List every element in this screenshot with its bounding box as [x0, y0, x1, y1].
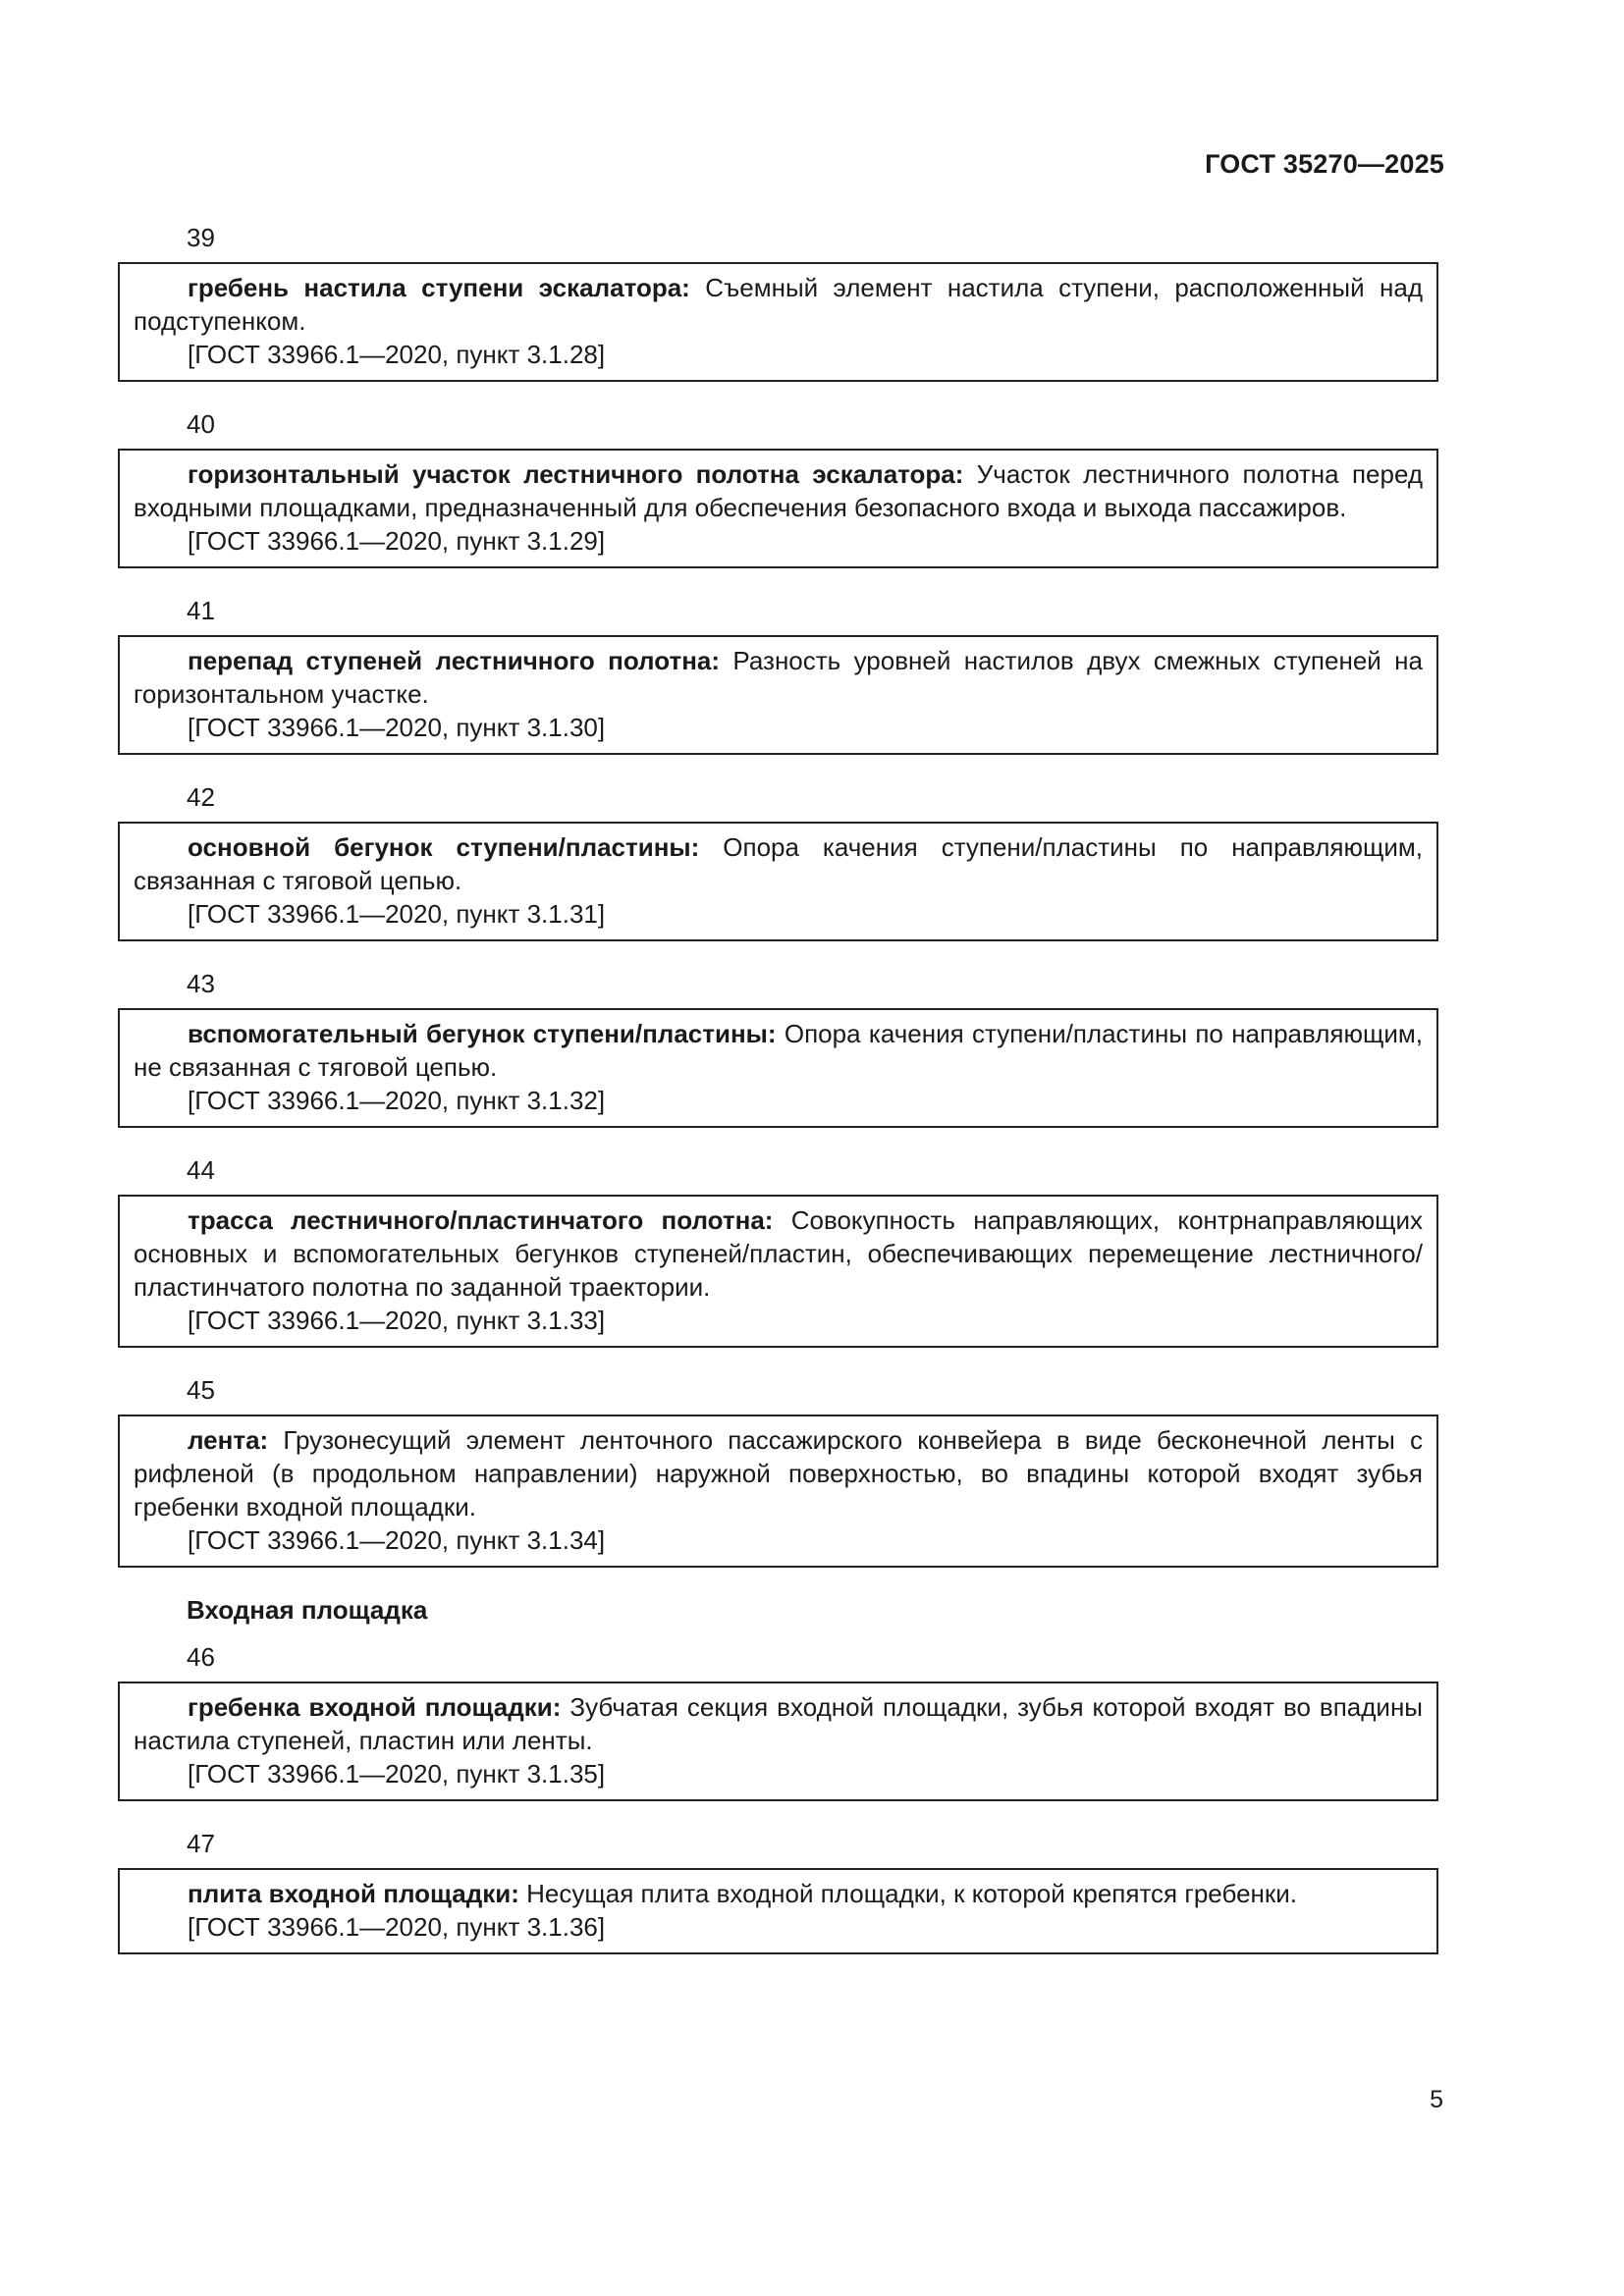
- term-name: трасса лестничного/пластинчатого полотна:: [188, 1205, 774, 1235]
- term-entry: [118, 1373, 1438, 1568]
- term-definition: Съемный элемент настила ступени, расположенный над подступенком.: [134, 273, 1423, 336]
- term-name: основной бегунок ступени/пластины:: [188, 832, 700, 862]
- term-reference: [ГОСТ 33966.1—2020, пункт 3.1.35]: [188, 1759, 606, 1789]
- term-box: [118, 1682, 1438, 1801]
- term-text: [134, 1423, 1423, 1523]
- term-entry: [118, 221, 1438, 382]
- term-reference: [ГОСТ 33966.1—2020, пункт 3.1.30]: [188, 713, 606, 742]
- term-name: гребень настила ступени эскалатора:: [188, 273, 690, 302]
- term-name: гребенка входной площадки:: [188, 1692, 562, 1722]
- term-box: [118, 1008, 1438, 1128]
- term-box: [118, 262, 1438, 382]
- term-text: [134, 1690, 1423, 1757]
- term-name: горизонтальный участок лестничного полотна эскалатора:: [188, 459, 964, 489]
- term-entries-group-b: [118, 1640, 1438, 1954]
- term-definition: Зубчатая секция входной площадки, зубья которой входят во впадины настила ступеней, пластин или ленты.: [134, 1692, 1423, 1755]
- term-number: 43: [187, 969, 215, 998]
- term-reference: [ГОСТ 33966.1—2020, пункт 3.1.29]: [188, 526, 606, 556]
- term-entry: [118, 967, 1438, 1128]
- term-entry: [118, 1153, 1438, 1348]
- term-entry: [118, 594, 1438, 755]
- term-text: [134, 644, 1423, 711]
- term-reference: [ГОСТ 33966.1—2020, пункт 3.1.36]: [188, 1912, 606, 1942]
- document-header: ГОСТ 35270—2025: [1205, 149, 1444, 179]
- term-text: [134, 1017, 1423, 1084]
- term-reference: [ГОСТ 33966.1—2020, пункт 3.1.33]: [188, 1306, 606, 1335]
- term-definition: Опора качения ступени/пластины по направляющим, связанная с тяговой цепью.: [134, 832, 1423, 895]
- term-text: [134, 457, 1423, 524]
- term-box: [118, 822, 1438, 941]
- term-number: 46: [187, 1642, 215, 1672]
- term-text: [134, 271, 1423, 338]
- term-definition: Участок лестничного полотна перед входными площадками, предназначенный для обеспечения безопасного входа и выхода пассажиров.: [134, 459, 1423, 522]
- term-entry: [118, 1827, 1438, 1954]
- term-text: [134, 1203, 1423, 1304]
- term-entry: [118, 1640, 1438, 1801]
- term-number: 44: [187, 1155, 215, 1185]
- term-entries-group-a: [118, 221, 1438, 1568]
- term-box: [118, 1868, 1438, 1954]
- term-number: 40: [187, 409, 215, 439]
- section-title: Входная площадка: [187, 1595, 428, 1625]
- term-reference: [ГОСТ 33966.1—2020, пункт 3.1.28]: [188, 340, 606, 369]
- term-reference: [ГОСТ 33966.1—2020, пункт 3.1.34]: [188, 1525, 606, 1555]
- term-box: [118, 1415, 1438, 1568]
- term-number: 45: [187, 1375, 215, 1405]
- term-entry: [118, 407, 1438, 568]
- term-reference: [ГОСТ 33966.1—2020, пункт 3.1.32]: [188, 1086, 606, 1115]
- term-entry: [118, 780, 1438, 941]
- term-number: 41: [187, 596, 215, 625]
- term-name: перепад ступеней лестничного полотна:: [188, 646, 721, 675]
- term-definition: Несущая плита входной площадки, к которой крепятся гребенки.: [518, 1879, 1298, 1908]
- term-text: [134, 830, 1423, 897]
- term-number: 42: [187, 782, 215, 812]
- term-definition: Грузонесущий элемент ленточного пассажирского конвейера в виде бесконечной ленты с рифленой (в продольном направлении) наружной поверхностью, во впадины которой входят зубья гребенки входной площадки.: [134, 1425, 1423, 1522]
- term-reference: [ГОСТ 33966.1—2020, пункт 3.1.31]: [188, 899, 606, 929]
- term-definition: Разность уровней настилов двух смежных ступеней на горизонтальном участке.: [134, 646, 1423, 709]
- terms-section: [118, 221, 1438, 1980]
- term-box: [118, 635, 1438, 755]
- term-number: 47: [187, 1829, 215, 1858]
- term-box: [118, 449, 1438, 568]
- term-definition: Совокупность направляющих, контрнаправляющих основных и вспомогательных бегунков ступеней/пластин, обеспечивающих перемещение лестничного/пластинчатого полотна по заданной траектории.: [134, 1205, 1423, 1302]
- term-definition: Опора качения ступени/пластины по направляющим, не связанная с тяговой цепью.: [134, 1019, 1423, 1082]
- page-number: 5: [1430, 2086, 1443, 2113]
- term-number: 39: [187, 223, 215, 252]
- term-name: лента:: [188, 1425, 269, 1455]
- term-box: [118, 1195, 1438, 1348]
- term-name: плита входной площадки:: [188, 1879, 519, 1908]
- term-text: [134, 1877, 1423, 1910]
- term-name: вспомогательный бегунок ступени/пластины:: [188, 1019, 777, 1048]
